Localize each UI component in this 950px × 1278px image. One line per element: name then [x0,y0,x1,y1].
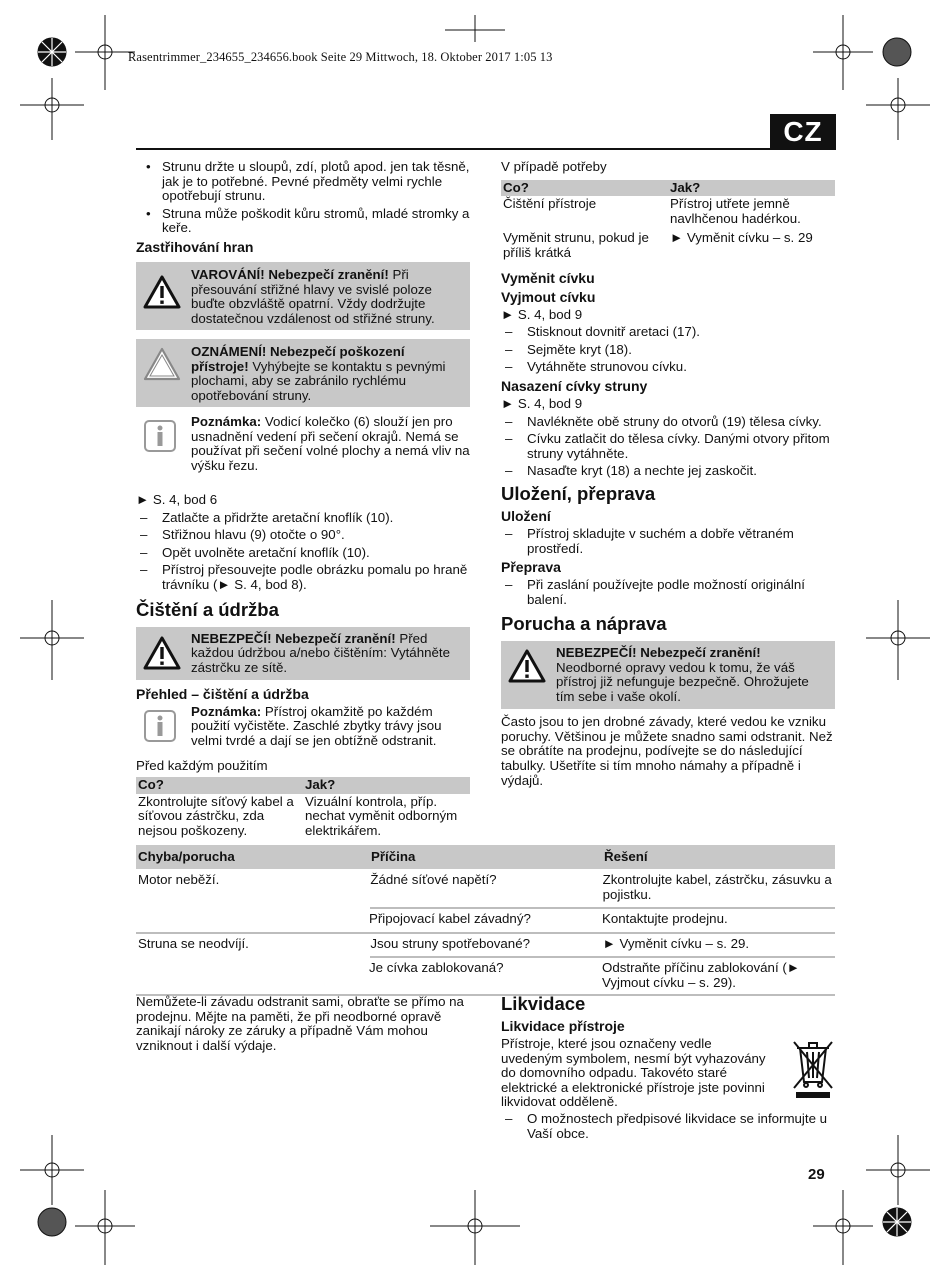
notice-label: OZNÁMENÍ! Nebezpečí poškození přístroje! [191,343,405,374]
note-label: Poznámka: [191,703,262,719]
header-rule [136,148,770,150]
list-item: – Střižnou hlavu (9) otočte o 90°. [136,528,470,543]
storage-heading: Uložení, přeprava [501,482,656,504]
warning-triangle-icon [142,635,182,671]
table-header: Co? [501,180,668,197]
warning-triangle-icon [142,274,182,310]
storage-steps [501,527,835,556]
language-badge: CZ [770,114,836,150]
table-cell: Zkontrolujte kabel, zástrčku, zásuvku a pojistku. [603,873,835,909]
disposal-heading: Likvidace [501,993,586,1014]
edge-steps [136,511,470,593]
table-row [136,909,835,934]
note-text: Vodicí kolečko (6) slouží jen pro usnadnění vedení při sečení okrajů. Nemá se používat při sečení volné plochy a nemá vliv na výšku řezu. [191,413,470,473]
list-item: – Přístroj skladujte v suchém a dobře větraném prostředí. [501,527,835,556]
list-item: – Navlékněte obě struny do otvorů (19) tělesa cívky. [501,415,835,430]
table-cell: Motor neběží. [138,872,220,887]
replace-spool-heading: Vyměnit cívku [501,269,595,286]
danger-label: NEBEZPEČÍ! Nebezpečí zranění! [556,645,761,661]
cleaning-heading: Čištění a údržba [136,598,279,620]
left-column [136,160,470,840]
list-item: – Nasaďte kryt (18) a nechte jej zaskočit. [501,464,835,479]
table-header: Jak? [303,777,470,794]
danger-label: NEBEZPEČÍ! Nebezpečí zranění! [191,630,396,646]
table-cell: Struna se neodvíjí. [138,935,249,951]
table-cell: Přístroj utřete jemně navlhčenou hadérkou. [670,196,801,226]
danger-text: Před každou údržbou a/nebo čištěním: Vytáhněte zástrčku ze sítě. [191,630,450,675]
storage-subheading: Uložení [501,507,551,524]
info-icon [143,419,177,453]
table-cell: Zkontrolujte síťový kabel a síťovou zástrčku, zda nejsou poškozeny. [138,793,294,838]
service-table [501,180,835,262]
right-column [501,160,835,788]
notice-triangle-icon [142,346,182,382]
table-cell: ► Vyměnit cívku – s. 29 [670,230,813,246]
table-header: Co? [136,777,303,794]
reference-link: ► S. 4, bod 6 [136,491,218,507]
list-item: • Strunu držte u sloupů, zdí, plotů apod. jen tak těsně, jak je to potřebné. Pevné předměty velmi rychle opotřebují strunu. [136,160,470,204]
table-cell [136,961,369,993]
table-header: Chyba/porucha [138,849,235,864]
reference-link: ► S. 4, bod 9 [501,306,583,322]
insert-steps [501,415,835,479]
table-row [501,227,835,261]
danger-box [136,627,470,680]
table-cell: Kontaktujte prodejnu. [602,912,835,934]
trimming-bullets [136,160,470,236]
note-label: Poznámka: [191,413,262,429]
list-item: – Opět uvolněte aretační knoflík (10). [136,546,470,561]
list-item: – Cívku zatlačit do tělesa cívky. Danými otvory přitom struny vytáhněte. [501,432,835,461]
fault-intro: Často jsou to jen drobné závady, které vedou ke vzniku poruchy. Většinou je můžete snadno sami odstranit. Než se obrátíte na prodejnu, podívejte se do následující tabulky. Ušetříte si tím mnoho námahy a případně i výdajů. [501,714,833,788]
troubleshooting-table [136,845,835,996]
insert-spool-heading: Nasazení cívky struny [501,377,648,394]
table-cell: Jsou struny spotřebované? [370,937,602,959]
notice-text: Vyhýbejte se kontaktu s pevnými plochami, aby se zabránilo rychlému opotřebování struny. [191,358,446,403]
warning-text: Při přesouvání střižné hlavy ve svislé poloze buďte obzvláště opatrní. Vždy dodržujte dostatečnou vzdálenost od střižné struny. [191,266,435,326]
reference-link: ► S. 4, bod 9 [501,395,583,411]
before-use-label: Před každým použitím [136,757,268,773]
remove-steps [501,325,835,375]
table-cell: Vyměnit strunu, pokud je příliš krátká [503,230,649,260]
disposal-text: Přístroje, které jsou označeny vedle uvedeným symbolem, nesmí být vyhazovány do domovního odpadu. Takovéto staré elektrické a elektronické přístroje jste povinni likvidovat odděleně. [501,1036,766,1110]
list-item: – Přístroj přesouvejte podle obrázku pomalu po hraně trávníku (► S. 4, bod 8). [136,563,470,592]
note-box [136,415,470,479]
danger-text: Neodborné opravy vedou k tomu, že váš přístroj již nefunguje bezpečně. Ohrožujete tím sebe i vaše okolí. [556,659,809,705]
table-cell: Vizuální kontrola, příp. nechat vyměnit odborným elektrikářem. [305,793,458,838]
table-row [136,934,835,959]
table-cell [136,912,369,934]
note-text: Přístroj okamžitě po každém použití vyčistěte. Zaschlé zbytky trávy jsou velmi tvrdé a dají se jen obtížně odstranit. [191,703,442,748]
notice-box [136,339,470,407]
transport-steps [501,578,835,607]
if-needed-label: V případě potřeby [501,159,607,174]
transport-subheading: Přeprava [501,559,561,576]
disposal-steps [501,1112,835,1141]
maintenance-table [136,777,470,839]
list-item: • Struna může poškodit kůru stromů, mladé stromky a keře. [136,207,470,236]
fault-heading: Porucha a náprava [501,613,667,635]
remove-spool-heading: Vyjmout cívku [501,288,596,305]
danger-box [501,641,835,709]
list-item: – Při zaslání používejte podle možností originální balení. [501,578,835,607]
table-row [136,794,470,840]
info-icon [143,709,177,743]
warning-box [136,262,470,330]
disposal-section [501,993,835,1144]
repair-note: Nemůžete-li závadu odstranit sami, obraťte se přímo na prodejnu. Mějte na paměti, že při neodborné opravě zanikají nároky ze záruky a případně Vám mohou vzniknout i další výdaje. [136,994,464,1053]
table-header-row [136,845,835,869]
page-number: 29 [808,1166,825,1183]
list-item: – Zatlačte a přidržte aretační knoflík (10). [136,511,470,526]
table-header: Příčina [371,849,416,864]
table-cell: Připojovací kabel závadný? [369,912,602,934]
table-cell: ► Vyměnit cívku – s. 29. [603,937,835,959]
warning-triangle-icon [507,648,547,684]
table-row [136,958,835,995]
table-cell: Žádné síťové napětí? [370,873,602,909]
table-row [501,196,835,227]
table-cell: Čištění přístroje [503,196,597,212]
warning-label: VAROVÁNÍ! Nebezpečí zranění! [191,266,389,282]
overview-heading: Přehled – čištění a údržba [136,685,309,702]
table-cell: Odstraňte příčinu zablokování (► Vyjmout cívku – s. 29). [602,960,800,990]
table-header: Jak? [668,180,835,197]
edge-trimming-heading: Zastřihování hran [136,238,254,255]
file-header: Rasentrimmer_234655_234656.book Seite 29 Mittwoch, 18. Oktober 2017 1:05 13 [128,50,553,64]
crossed-bin-icon [790,1038,836,1100]
list-item: – Vytáhněte strunovou cívku. [501,360,835,375]
list-item: – O možnostech předpisové likvidace se informujte u Vaší obce. [501,1112,835,1141]
list-item: – Sejměte kryt (18). [501,343,835,358]
list-item: – Stisknout dovnitř aretaci (17). [501,325,835,340]
table-cell: Je cívka zablokovaná? [369,960,504,976]
table-row [136,869,835,909]
note-box [136,705,470,753]
disposal-subheading: Likvidace přístroje [501,1018,625,1034]
table-header: Řešení [604,849,648,864]
